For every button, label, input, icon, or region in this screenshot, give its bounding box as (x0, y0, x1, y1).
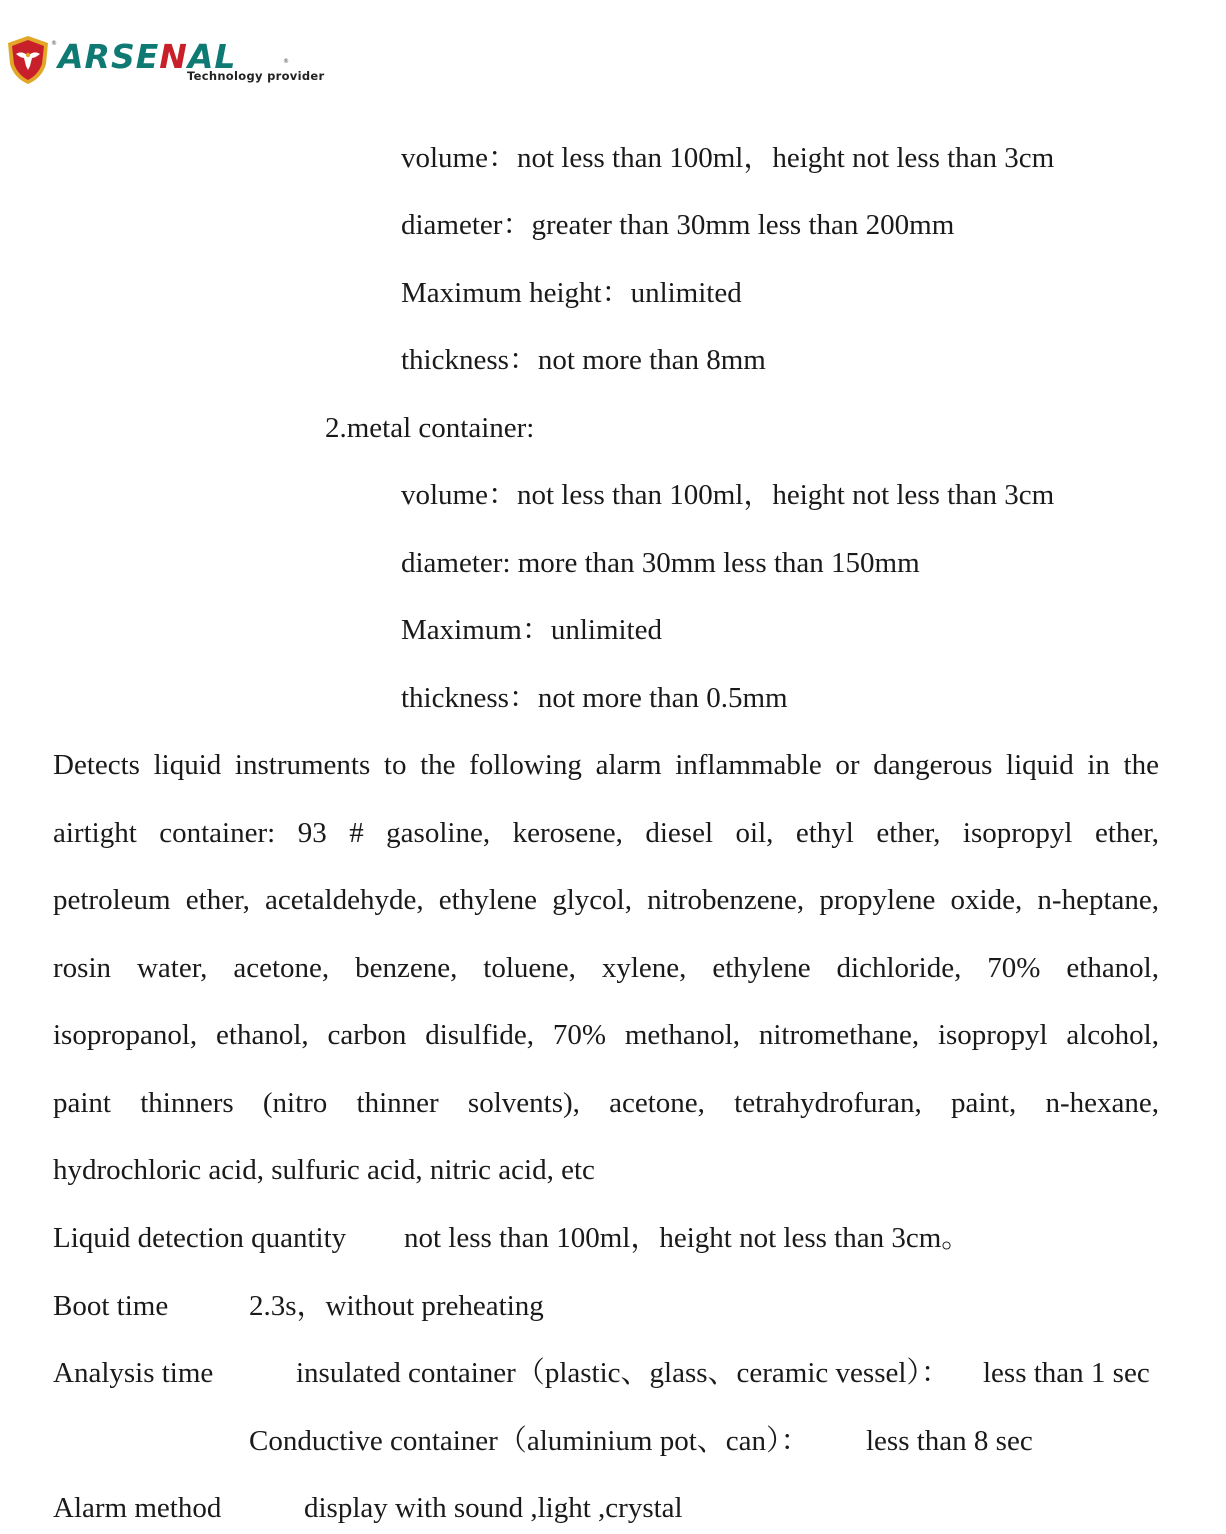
registered-mark: ® (51, 40, 57, 47)
spec-value-liquid-quantity: not less than 100ml，height not less than 3cm。 (404, 1222, 971, 1254)
spec-label-liquid-quantity: Liquid detection quantity (53, 1222, 347, 1254)
spec-analysis-insulated: insulated container（plastic、glass、ceramic vessel）： (296, 1357, 950, 1389)
spec-label-boot-time: Boot time (53, 1290, 169, 1322)
brand-logo (4, 34, 334, 88)
spec-label-alarm-method: Alarm method (53, 1492, 222, 1524)
glass-spec-max-height: Maximum height：unlimited (401, 277, 742, 309)
spec-analysis-conductive: Conductive container（aluminium pot、can）： (249, 1425, 810, 1457)
glass-spec-thickness: thickness：not more than 8mm (401, 344, 766, 376)
detect-paragraph-line: petroleum ether, acetaldehyde, ethylene glycol, nitrobenzene, propylene oxide, n-heptane, (53, 884, 1159, 916)
metal-container-heading: 2.metal container: (325, 412, 535, 444)
logo-tagline: Technology provider (187, 69, 325, 83)
spec-analysis-conductive-value: less than 8 sec (866, 1425, 1033, 1457)
detect-paragraph-line: rosin water, acetone, benzene, toluene, xylene, ethylene dichloride, 70% ethanol, (53, 952, 1159, 984)
metal-spec-thickness: thickness：not more than 0.5mm (401, 682, 788, 714)
spec-analysis-insulated-value: less than 1 sec (983, 1357, 1150, 1389)
spec-value-boot-time: 2.3s，without preheating (249, 1290, 544, 1322)
detect-paragraph-line: Detects liquid instruments to the following alarm inflammable or dangerous liquid in the (53, 749, 1159, 781)
detect-paragraph-line: airtight container: 93 # gasoline, kerosene, diesel oil, ethyl ether, isopropyl ether, (53, 817, 1159, 849)
spec-value-alarm-method: display with sound ,light ,crystal (304, 1492, 683, 1524)
glass-spec-diameter: diameter：greater than 30mm less than 200mm (401, 209, 955, 241)
registered-mark-2: ® (283, 58, 289, 65)
detect-paragraph-line: hydrochloric acid, sulfuric acid, nitric acid, etc (53, 1154, 595, 1186)
shield-eagle-icon (4, 34, 52, 86)
glass-spec-volume: volume：not less than 100ml，height not less than 3cm (401, 142, 1055, 174)
metal-spec-diameter: diameter: more than 30mm less than 150mm (401, 547, 920, 579)
detect-paragraph-line: paint thinners (nitro thinner solvents), acetone, tetrahydrofuran, paint, n-hexane, (53, 1087, 1159, 1119)
spec-label-analysis-time: Analysis time (53, 1357, 214, 1389)
logo-wordmark: ARSENAL (58, 37, 237, 76)
detect-paragraph-line: isopropanol, ethanol, carbon disulfide, 70% methanol, nitromethane, isopropyl alcohol, (53, 1019, 1159, 1051)
metal-spec-maximum: Maximum：unlimited (401, 614, 662, 646)
metal-spec-volume: volume：not less than 100ml，height not less than 3cm (401, 479, 1055, 511)
